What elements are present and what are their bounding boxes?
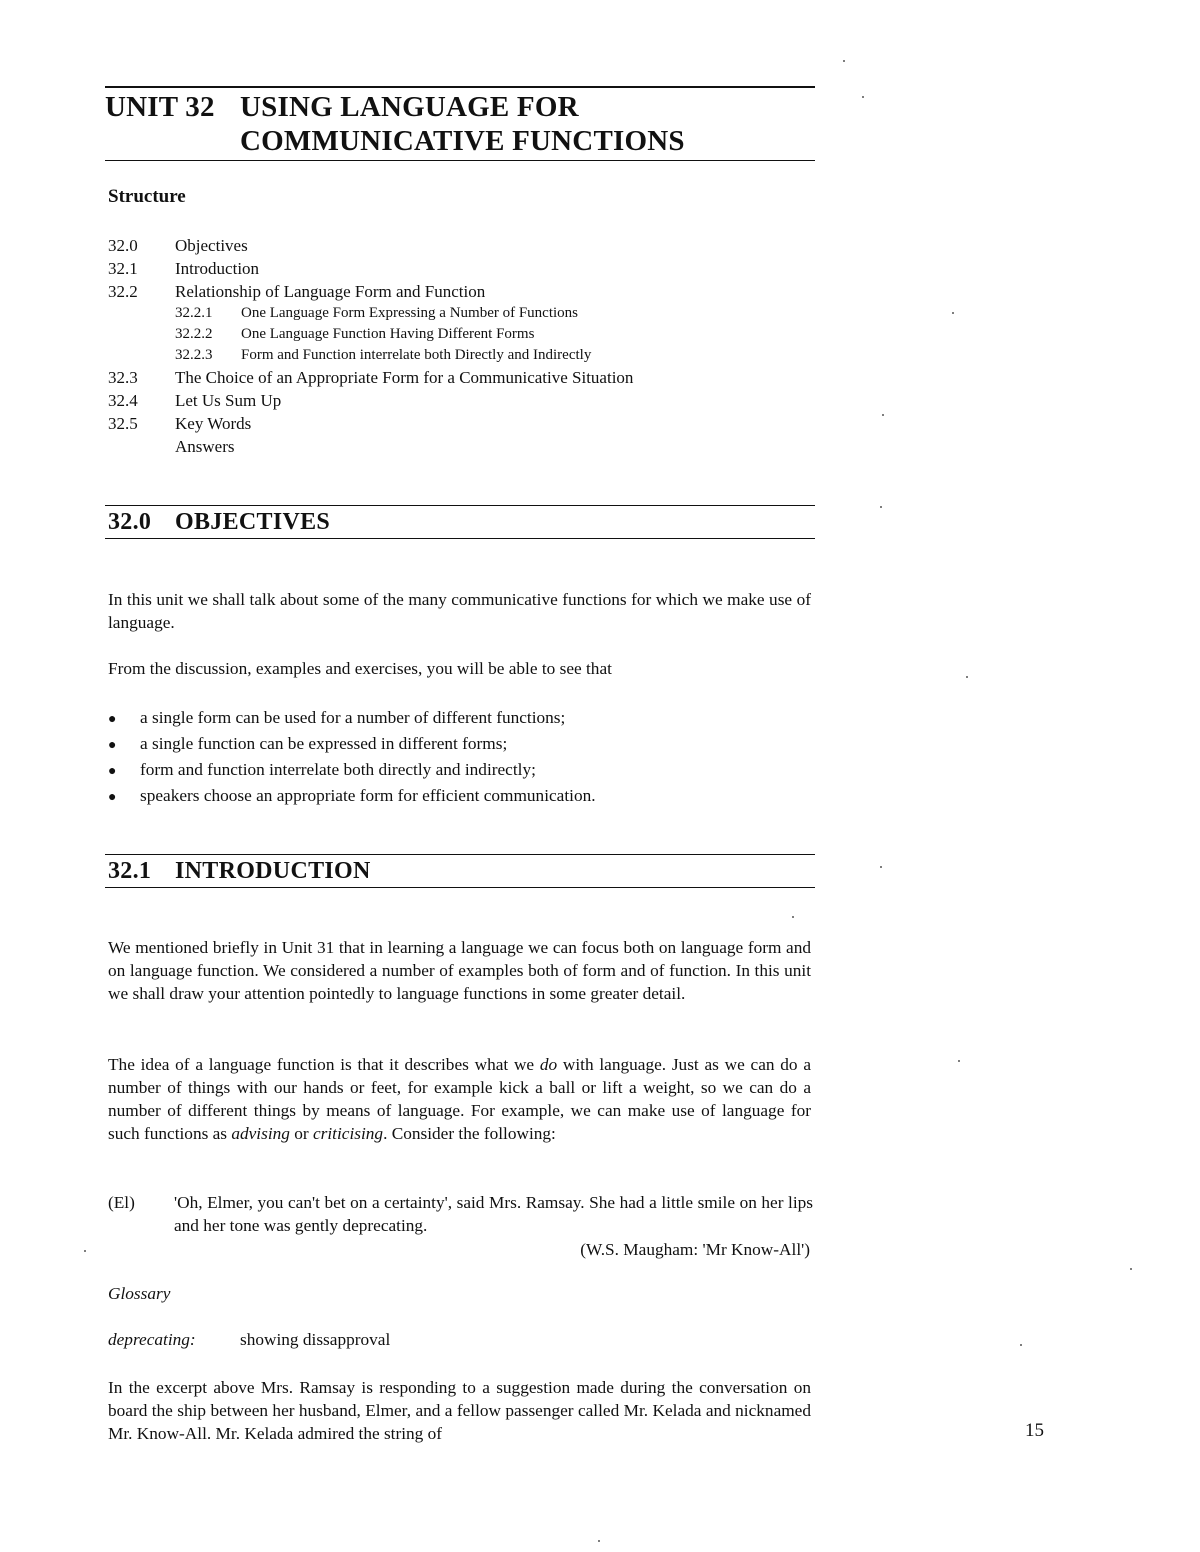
toc-item: 32.2 Relationship of Language Form and Function [108,282,486,301]
toc-item: 32.5 Key Words [108,414,252,433]
toc-subitem: 32.2.1 One Language Form Expressing a Number of Functions [175,305,579,321]
scan-speck [598,1540,600,1542]
example-text: 'Oh, Elmer, you can't bet on a certainty', said Mrs. Ramsay. She had a little smile on her lips and her tone was gently deprecating. [174,1193,813,1235]
introduction-paragraph-3: In the excerpt above Mrs. Ramsay is responding to a suggestion made during the conversation on board the ship between her husband, Elmer, and a fellow passenger called Mr. Kelada and nicknamed Mr. Know-All. Mr. Kelada admired the string of [108,1378,811,1443]
scan-speck [880,506,882,508]
citation: (W.S. Maugham: 'Mr Know-All') [580,1240,810,1259]
scan-speck [792,916,794,918]
title-bottom-rule [105,160,815,161]
objectives-top-rule [105,505,815,506]
list-item: ● form and function interrelate both directly and indirectly; [108,757,808,783]
bullet-icon: ● [108,738,117,753]
toc-subitem: 32.2.3 Form and Function interrelate both Directly and Indirectly [175,347,592,363]
scan-speck [880,866,882,868]
table-of-contents [108,234,828,458]
list-item: ● speakers choose an appropriate form for efficient communication. [108,783,808,809]
objectives-bullet-list [108,705,808,809]
objectives-paragraph-1: In this unit we shall talk about some of the many communicative functions for which we make use of language. [108,590,811,632]
bullet-icon: ● [108,764,117,779]
introduction-paragraph-1: We mentioned briefly in Unit 31 that in learning a language we can focus both on language form and on language function. We considered a number of examples both of form and of function. In this unit we shall draw your attention pointedly to language functions in some greater detail. [108,938,811,1003]
scan-speck [966,676,968,678]
glossary-definition: showing dissapproval [240,1330,391,1349]
example-quote [108,1191,813,1237]
toc-item: 32.3 The Choice of an Appropriate Form for a Communicative Situation [108,368,634,387]
toc-item: Answers [175,437,235,456]
toc-subitem: 32.2.2 One Language Function Having Different Forms [175,326,535,342]
objectives-bottom-rule [105,538,815,539]
unit-title-line2: COMMUNICATIVE FUNCTIONS [240,125,685,157]
scan-speck [84,1250,86,1252]
example-label: (El) [108,1193,135,1212]
unit-title-line1: USING LANGUAGE FOR [240,91,579,123]
scan-speck [862,96,864,98]
scan-speck [958,1060,960,1062]
list-item: ● a single form can be used for a number of different functions; [108,705,808,731]
scan-speck [1130,1268,1132,1270]
scan-speck [843,60,845,62]
introduction-heading: 32.1 INTRODUCTION [108,858,371,884]
scan-speck [1020,1344,1022,1346]
objectives-heading: 32.0 OBJECTIVES [108,509,331,535]
glossary-term: deprecating: [108,1330,196,1349]
toc-item: 32.0 Objectives [108,236,248,255]
introduction-bottom-rule [105,887,815,888]
unit-number: UNIT 32 [105,91,215,123]
bullet-icon: ● [108,790,117,805]
scan-speck [882,414,884,416]
glossary-heading: Glossary [108,1284,171,1303]
page-number: 15 [1025,1420,1044,1441]
toc-item: 32.4 Let Us Sum Up [108,391,282,410]
bullet-icon: ● [108,712,117,727]
objectives-paragraph-2: From the discussion, examples and exercises, you will be able to see that [108,659,612,678]
structure-heading: Structure [108,186,186,207]
unit-title [105,90,825,158]
scan-speck [952,312,954,314]
title-top-rule [105,86,815,88]
toc-item: 32.1 Introduction [108,259,260,278]
introduction-top-rule [105,854,815,855]
list-item: ● a single function can be expressed in different forms; [108,731,808,757]
introduction-paragraph-2: The idea of a language function is that it describes what we do with language. Just as we can do a number of things with our hands or feet, for example kick a ball or lift a weight, so we can do a number of different things by means of language. For example, we can make use of language for such functions as advising or criticising. Consider the following: [108,1055,811,1143]
